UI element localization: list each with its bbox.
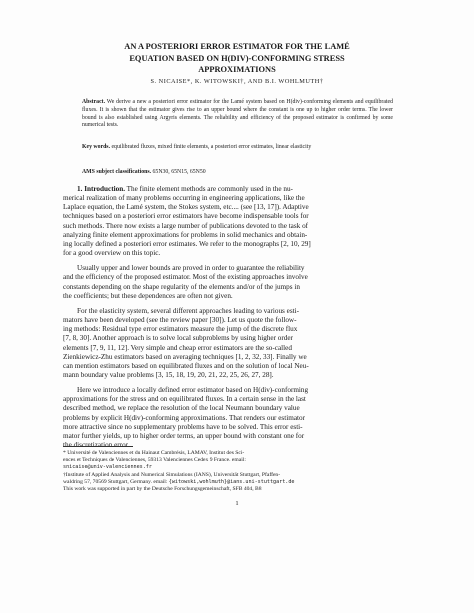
footnote-funding: This work was supported in part by the Deutsche Forschungsgemeinschaft, SFB 404, B8 [63, 486, 262, 493]
title-line: AN A POSTERIORI ERROR ESTIMATOR FOR THE LAMÉ [124, 42, 350, 51]
footnotes [63, 450, 412, 493]
intro-paragraph-4: Here we introduce a locally defined error estimator based on H(div)-conforming approximations for the stress and on equilibrated fluxes. In a certain sense in the last described method, we replace the resolution of the local Neumann boundary value problems by explicit H(div)-conforming approximations. That renders our estimator more attractive since no supplementary problems have to be solved. This error esti- mator further yields, up to higher order terms, an upper bound with constant one for the discretization error. [63, 386, 309, 450]
abstract-text: We derive a new a posteriori error estimator for the Lamé system based on H(div)-conforming elements and equilibrated fluxes. It is shown that the estimator gives rise to an upper bound where the constant is one up to higher order terms. The lower bound is also established using Argyris elements. The reliability and efficiency of the proposed estimator is confirmed by some numerical tests. [82, 99, 393, 129]
keywords [82, 144, 393, 152]
intro-paragraph-1: 1. Introduction. The finite element methods are commonly used in the nu- merical realization of many problems occurring in engineering applications, like the Laplace equation, the Lamé system, the Stokes system, etc.... (see [13, 17]). Adaptive techniques based on a posteriori error estimators have become indispensable tools for such methods. There now exists a large number of publications devoted to the task of analyzing finite element approximations for problems in solid mechanics and obtain- ing locally defined a posteriori error estimates. We refer to the monographs [2, 10, 29] for a good overview on this topic. [63, 185, 311, 258]
intro-paragraph-3: For the elasticity system, several different approaches leading to various esti- mators have been developed (see the review paper [30]). Let us quote the follow- ing methods: Residual type error estimators measure the jump of the discrete flux [7, 8, 30]. Another approach is to solve local subproblems by using higher order elements [7, 9, 11, 12]. Very simple and cheap error estimators are the so-called Zienkiewicz-Zhu estimators based on averaging techniques [1, 2, 32, 33]. Finally we can mention estimators based on equilibrated fluxes and on the solution of local Neu- mann boundary value problems [3, 15, 18, 19, 20, 21, 22, 25, 26, 27, 28]. [63, 306, 309, 379]
section-heading: 1. Introduction. [77, 185, 125, 193]
introduction-section [63, 185, 412, 456]
footnote-email-2: {witowski,wohlmuth}@ians.uni-stuttgart.de [168, 478, 295, 485]
ams-label: AMS subject classifications. [82, 169, 152, 175]
keywords-label: Key words. [82, 144, 111, 150]
footnote-affiliation-1: * Université de Valenciennes et du Hainaut Cambrésis, LAMAV, Institut des Sci- [63, 450, 245, 456]
ams-text: 65N30, 65N15, 65N50 [152, 169, 206, 175]
footnote-affiliation-2-cont: waldring 57, 70569 Stuttgart, Germany. email: {witowski,wohlmuth}@ians.uni-stuttgart.de [63, 478, 295, 485]
footnote-email-1: snicaise@univ-valenciennes.fr [63, 464, 152, 471]
footnote-affiliation-1-cont: ences et Techniques de Valenciennes, 59313 Valenciennes Cedex 9 France. email: [63, 457, 246, 464]
footnote-affiliation-2: †Institute of Applied Analysis and Numerical Simulations (IANS), Universität Stuttgart, Pfaffen- [63, 471, 281, 478]
ams-classification [82, 169, 393, 177]
paper-title [30, 41, 444, 76]
title-line: EQUATION BASED ON H(DIV)-CONFORMING STRESS [129, 53, 345, 63]
footnote-rule [63, 446, 133, 447]
title-line: APPROXIMATIONS [198, 65, 276, 75]
abstract-label: Abstract. [82, 99, 106, 105]
page-number: 1 [235, 500, 239, 507]
author-list: S. NICAISE*, K. WITOWSKI†, AND B.I. WOHLMUTH† [150, 78, 324, 85]
abstract [82, 99, 393, 130]
keywords-text: equilibrated fluxes, mixed finite elements, a posteriori error estimates, linear elasticity [111, 144, 312, 150]
intro-paragraph-2: Usually upper and lower bounds are proved in order to guarantee the reliability and the efficiency of the proposed estimator. Most of the existing approaches involve constants depending on the shape regularity of the elements and/or of the jumps in the coefficients; but these dependences are often not given. [63, 264, 308, 300]
